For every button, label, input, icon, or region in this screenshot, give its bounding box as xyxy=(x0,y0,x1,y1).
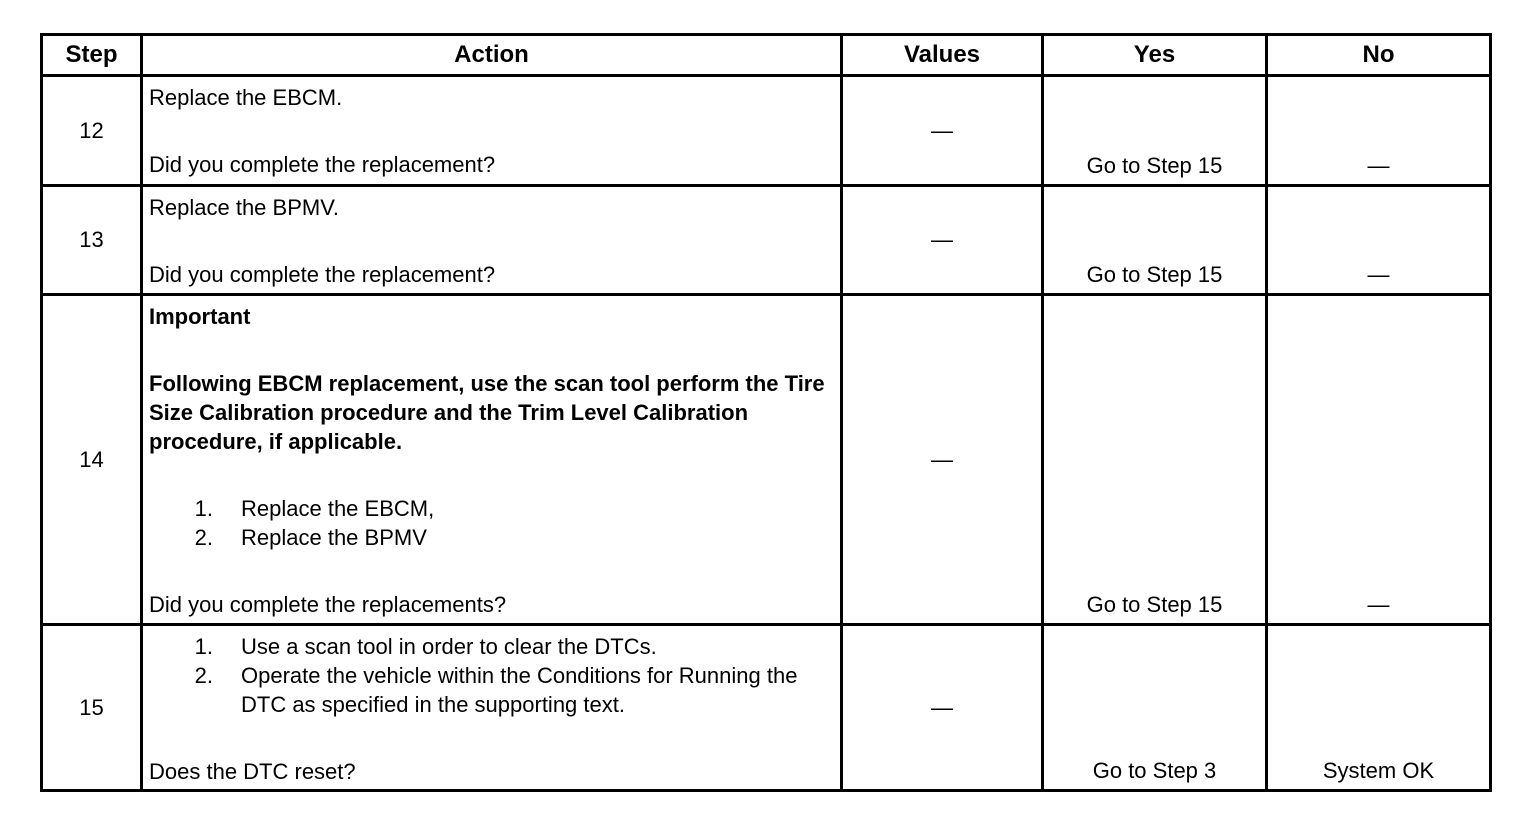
step-number: 13 xyxy=(42,186,142,295)
list-text: Replace the EBCM, xyxy=(241,496,435,521)
yes-cell: Go to Step 15 xyxy=(1043,186,1267,295)
list-number: 1. xyxy=(194,496,213,521)
no-cell: — xyxy=(1267,76,1491,186)
action-text: Replace the BPMV. xyxy=(149,195,339,220)
yes-cell: Go to Step 3 xyxy=(1043,625,1267,791)
list-text: Use a scan tool in order to clear the DTCs. xyxy=(241,634,657,659)
header-row xyxy=(42,35,1491,76)
no-cell: — xyxy=(1267,186,1491,295)
action-question: Did you complete the replacements? xyxy=(149,592,507,617)
values-cell xyxy=(842,295,1043,625)
step-number: 12 xyxy=(42,76,142,186)
list-number: 1. xyxy=(194,634,213,659)
table-row xyxy=(42,295,1491,625)
table-row xyxy=(42,76,1491,186)
action-cell xyxy=(142,625,842,791)
table-row xyxy=(42,625,1491,791)
header-step: Step xyxy=(42,35,142,76)
table-row xyxy=(42,186,1491,295)
important-text: Following EBCM replacement, use the scan tool perform the Tire Size Calibration procedure and the Trim Level Calibration procedure, if applicable. xyxy=(149,371,825,454)
substep-list xyxy=(149,494,834,552)
yes-cell: Go to Step 15 xyxy=(1043,76,1267,186)
values-cell xyxy=(842,76,1043,186)
action-cell xyxy=(142,186,842,295)
action-cell xyxy=(142,295,842,625)
header-yes: Yes xyxy=(1043,35,1267,76)
dash-value: — xyxy=(931,446,953,472)
dash-value: — xyxy=(931,694,953,720)
values-cell xyxy=(842,186,1043,295)
list-text: Operate the vehicle within the Conditions for Running the DTC as specified in the supporting text. xyxy=(241,663,798,717)
header-no: No xyxy=(1267,35,1491,76)
list-item xyxy=(149,523,834,552)
action-text: Replace the EBCM. xyxy=(149,85,343,110)
list-item xyxy=(149,661,834,719)
list-item xyxy=(149,494,834,523)
list-number: 2. xyxy=(194,663,213,688)
no-cell: System OK xyxy=(1267,625,1491,791)
important-label: Important xyxy=(149,304,251,329)
values-cell xyxy=(842,625,1043,791)
header-action: Action xyxy=(142,35,842,76)
header-values: Values xyxy=(842,35,1043,76)
yes-cell: Go to Step 15 xyxy=(1043,295,1267,625)
action-question: Did you complete the replacement? xyxy=(149,262,496,287)
step-number: 15 xyxy=(42,625,142,791)
step-number: 14 xyxy=(42,295,142,625)
no-cell: — xyxy=(1267,295,1491,625)
dash-value: — xyxy=(931,227,953,252)
action-cell xyxy=(142,76,842,186)
dash-value: — xyxy=(931,117,953,143)
diagnostic-table xyxy=(40,33,1492,792)
list-number: 2. xyxy=(194,525,213,550)
list-item xyxy=(149,632,834,661)
list-text: Replace the BPMV xyxy=(241,525,427,550)
substep-list xyxy=(149,632,834,719)
action-question: Did you complete the replacement? xyxy=(149,152,496,177)
action-question: Does the DTC reset? xyxy=(149,759,356,784)
